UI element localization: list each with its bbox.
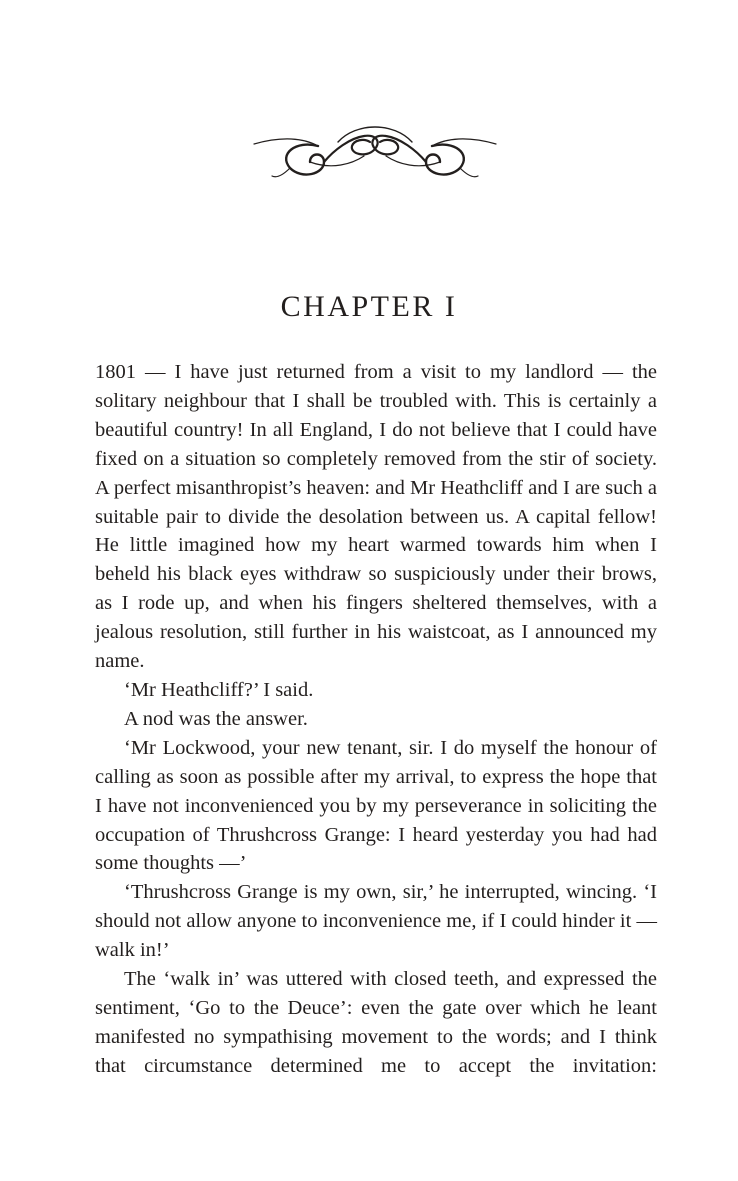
paragraph-5: ‘Thrushcross Grange is my own, sir,’ he interrupted, wincing. ‘I should not allow anyone to inconvenience me, if I could hinder it — walk in!’ (95, 881, 657, 962)
paragraph-3: A nod was the answer. (124, 707, 308, 730)
paragraph-1: 1801 — I have just returned from a visit to my landlord — the solitary neighbour that I shall be troubled with. This is certainly a beautiful country! In all England, I do not believe that I could have fixed on a situation so completely removed from the stir of society. A perfect misanthropist’s heaven: and Mr Heathcliff and I are such a suitable pair to divide the desolation between us. A capital fellow! He little imagined how my heart warmed towards him when I beheld his black eyes withdraw so suspiciously under their brows, as I rode up, and when his fingers sheltered themselves, with a jealous resolution, still further in his waistcoat, as I announced my name. (95, 361, 657, 673)
chapter-body-text (95, 358, 657, 1081)
flourish-ornament-icon (252, 120, 498, 186)
paragraph-6: The ‘walk in’ was uttered with closed teeth, and expressed the sentiment, ‘Go to the Deuce’: even the gate over which he leant manifested no sympathising movement to the words; and I think that circumstance determined me to accept the invitation: (95, 968, 657, 1077)
paragraph-4: ‘Mr Lockwood, your new tenant, sir. I do myself the honour of calling as soon as possible after my arrival, to express the hope that I have not inconvenienced you by my perseverance in soliciting the occupation of Thrushcross Grange: I heard yesterday you had had some thoughts —’ (95, 736, 657, 875)
paragraph-2: ‘Mr Heathcliff?’ I said. (124, 678, 314, 701)
chapter-title: CHAPTER I (280, 290, 458, 323)
